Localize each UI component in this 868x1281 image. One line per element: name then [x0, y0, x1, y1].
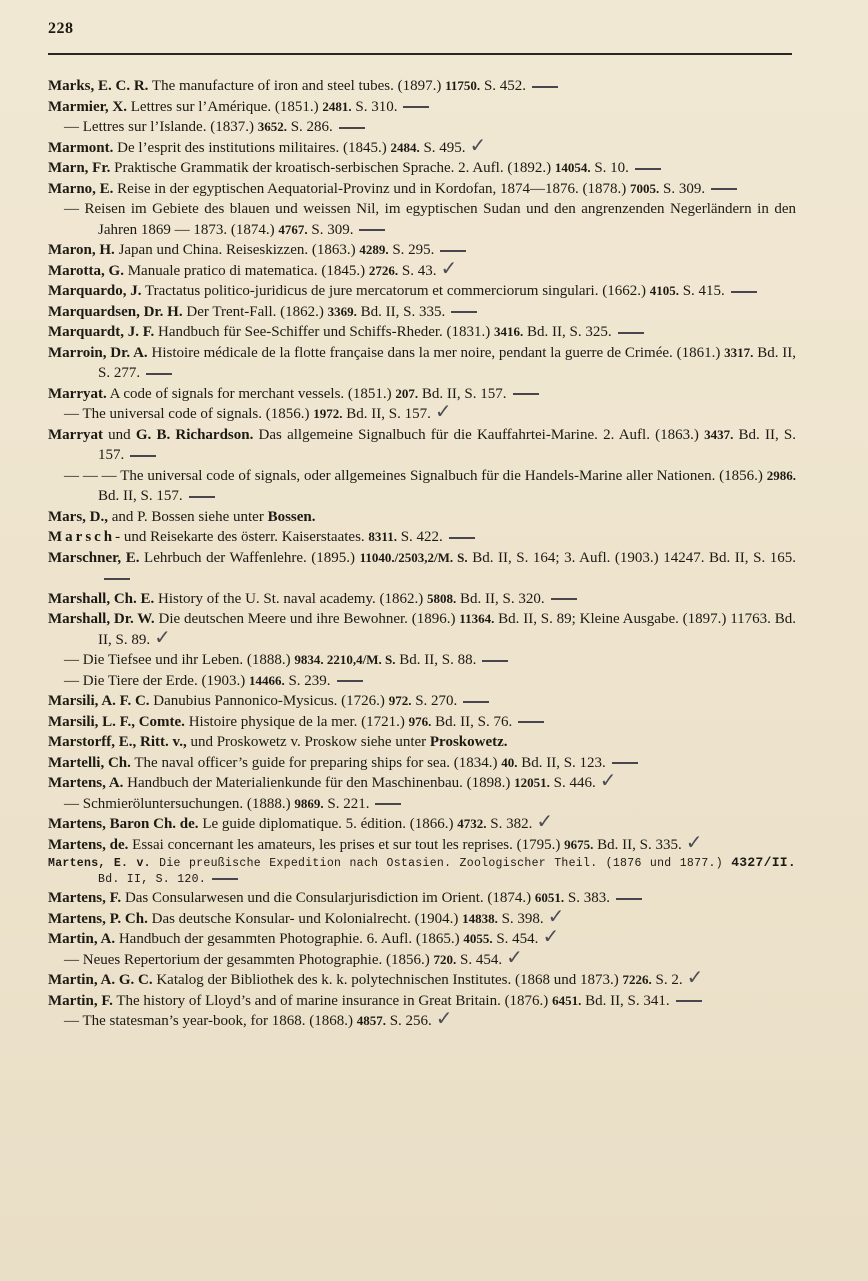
entry-location: S. 382.: [486, 816, 533, 832]
entry-text: Le guide diplomatique. 5. édition. (1866.): [198, 816, 458, 832]
entry-author: Marmier, X.: [48, 98, 127, 115]
catalog-entry: [48, 132, 796, 159]
entry-call-number: 9834. 2210,4/M. S.: [294, 652, 396, 667]
pencil-check-icon: ✓: [686, 965, 704, 989]
entry-location: S. 309.: [659, 180, 706, 197]
entry-author: Mars, D.,: [48, 508, 108, 525]
entry-text: Danubius Pannonico-Mysicus. (1726.): [149, 693, 389, 709]
entry-text: Reisen im Gebiete des blauen und weissen Nil, im egyptischen Sudan und den angrenzenden Negerländern in den Jahren 1869 — 1873. (1874.): [79, 201, 796, 238]
catalog-entry: [48, 829, 796, 856]
pencil-dash-icon: [463, 701, 489, 703]
entry-location: S. 270.: [411, 693, 458, 709]
entry-call-number: 11750.: [445, 78, 481, 93]
entry-lead-dash: —: [64, 795, 79, 812]
catalog-entry: [48, 888, 796, 909]
entry-author-secondary: Proskowetz.: [429, 734, 508, 750]
entry-author: Marshall, Ch. E.: [48, 590, 155, 607]
entry-location: Bd. II, S. 320.: [456, 590, 545, 607]
entry-author: Martens, E. v.: [48, 857, 151, 870]
entry-call-number: 9869.: [294, 795, 324, 811]
entry-location: Bd. II, S. 89; Kleine Ausgabe. (1897.) 11763. Bd. II, S. 89.: [98, 611, 796, 648]
catalog-entry: [48, 255, 796, 282]
entry-lead-dash: —: [64, 672, 79, 689]
entry-author: Marsili, A. F. C.: [48, 693, 150, 709]
entry-author: Marno, E.: [48, 180, 114, 197]
entry-author: Marstorff, E., Ritt. v.,: [48, 734, 187, 750]
pencil-dash-icon: [440, 250, 466, 252]
pencil-check-icon: ✓: [469, 132, 487, 157]
entry-call-number: 2726.: [368, 262, 399, 278]
entry-author: Marsili, L. F., Comte.: [48, 713, 185, 730]
catalog-entry: [48, 384, 796, 405]
entry-author: Marquardo, J.: [48, 283, 142, 299]
entry-text: und Proskowetz v. Proskow siehe unter: [186, 734, 430, 750]
entry-text: Histoire médicale de la flotte française dans la mer noire, pendant la guerre de Crimée. (1861.): [147, 344, 725, 361]
entry-text: Neues Repertorium der gesammten Photographie. (1856.): [79, 951, 434, 968]
entry-text: Histoire physique de la mer. (1721.): [184, 713, 409, 730]
entry-text: Die deutschen Meere und ihre Bewohner. (1896.): [154, 611, 460, 627]
catalog-entry: [48, 732, 796, 753]
entry-text: De l’esprit des institutions militaires. (1845.): [113, 139, 391, 156]
entry-author: Marschner, E.: [48, 549, 140, 566]
catalog-entry: [48, 768, 796, 794]
entry-author: Marks, E. C. R.: [48, 78, 149, 94]
entry-call-number: 6051.: [534, 890, 565, 905]
entry-author: Marotta, G.: [48, 262, 124, 279]
pencil-check-icon: ✓: [154, 624, 171, 649]
entry-author: Martelli, Ch.: [48, 754, 131, 771]
entry-location: S. 221.: [323, 795, 370, 812]
entry-call-number: 14466.: [248, 672, 285, 688]
entry-lead-dash: —: [64, 406, 79, 422]
entry-author: Martens, F.: [48, 890, 122, 906]
entry-call-number: 1972.: [313, 406, 343, 421]
entry-location: Bd. II, S. 157.: [98, 488, 183, 504]
entry-author-spaced: Marsch: [48, 529, 116, 545]
catalog-entry: [48, 302, 796, 323]
entry-location: S. 10.: [590, 160, 629, 176]
entry-text: Schmieröluntersuchungen. (1888.): [79, 795, 295, 812]
entry-call-number: 12051.: [514, 775, 550, 790]
pencil-check-icon: ✓: [434, 399, 452, 423]
entry-text: Essai concernant les amateurs, les prises et sur tout les reprises. (1795.): [128, 836, 565, 853]
entry-author-secondary: Bossen.: [267, 508, 316, 525]
entry-text: Die Tiere der Erde. (1903.): [79, 672, 249, 689]
entry-author: Marryat: [48, 426, 103, 443]
entry-author: Martens, P. Ch.: [48, 910, 148, 927]
entry-location: S. 454.: [492, 931, 539, 947]
entry-text-secondary: Das allgemeine Signalbuch für die Kauffahrtei-Marine. 2. Aufl. (1863.): [253, 426, 705, 443]
entry-location: S. 286.: [286, 119, 333, 135]
pencil-dash-icon: [359, 229, 385, 231]
catalog-entry: [48, 809, 796, 835]
entry-author: Marryat.: [48, 385, 107, 402]
entry-call-number: 3652.: [257, 119, 287, 134]
entry-text: The history of Lloyd’s and of marine insurance in Great Britain. (1876.): [112, 992, 553, 1009]
entry-call-number: 3437.: [704, 426, 734, 442]
catalog-entry: [48, 240, 796, 261]
entry-text: and P. Bossen siehe unter: [108, 508, 268, 525]
entry-text: Reise in der egyptischen Aequatorial-Provinz und in Kordofan, 1874—1876. (1878.): [113, 180, 630, 197]
entry-text: Handbuch der Materialienkunde für den Maschinenbau. (1898.): [123, 775, 515, 791]
entry-author: Marquardsen, Dr. H.: [48, 303, 183, 320]
entry-location: S. 495.: [419, 139, 466, 156]
pencil-check-icon: ✓: [506, 944, 523, 969]
entry-lead-dash: —: [64, 119, 79, 135]
entry-call-number: 2986.: [766, 467, 796, 483]
entry-location: Bd. II, S. 164; 3. Aufl. (1903.) 14247. Bd. II, S. 165.: [467, 549, 796, 566]
entry-call-number: 207.: [395, 385, 419, 401]
pencil-dash-icon: [532, 86, 558, 88]
entry-text: The naval officer’s guide for preparing ships for sea. (1834.): [130, 754, 502, 771]
pencil-dash-icon: [618, 332, 644, 334]
entry-text: Katalog der Bibliothek des k. k. polytechnischen Institutes. (1868 und 1873.): [152, 972, 623, 988]
entry-call-number: 976.: [408, 713, 432, 729]
entry-location: S. 452.: [480, 78, 527, 94]
pencil-dash-icon: [449, 537, 475, 539]
pencil-check-icon: ✓: [435, 1006, 453, 1030]
entry-text: - und Reisekarte des österr. Kaiserstaates.: [115, 529, 369, 545]
catalog-entry: [48, 991, 796, 1012]
catalog-entry: [48, 507, 796, 528]
entry-call-number: 5808.: [426, 590, 457, 606]
entry-location: S. 295.: [388, 242, 435, 258]
entry-author: Marroin, Dr. A.: [48, 344, 148, 361]
entry-author: Martin, F.: [48, 992, 113, 1009]
pencil-dash-icon: [711, 188, 737, 190]
entry-lead-dash: —: [64, 201, 79, 217]
catalog-entry: [48, 199, 796, 240]
entry-author: Marquardt, J. F.: [48, 324, 155, 340]
catalog-entry: [48, 944, 796, 971]
entry-lead-dash: —: [64, 652, 79, 668]
entry-author: Martens, A.: [48, 775, 124, 791]
entry-text: The manufacture of iron and steel tubes. (1897.): [148, 78, 446, 94]
entry-call-number: 11040./2503,2/M. S.: [359, 549, 468, 565]
entry-call-number: 11364.: [459, 611, 495, 626]
entry-call-number: 4732.: [457, 816, 487, 831]
catalog-entry: [48, 399, 796, 425]
entry-text: und: [102, 426, 136, 443]
entry-location: Bd. II, S. 277.: [98, 344, 796, 381]
entry-call-number: 7226.: [622, 972, 652, 987]
pencil-check-icon: ✓: [440, 255, 458, 280]
pencil-dash-icon: [451, 311, 477, 313]
entry-text: The statesman’s year-book, for 1868. (1868.): [79, 1013, 357, 1029]
catalog-entry: [48, 671, 796, 692]
catalog-entry: [48, 343, 796, 384]
entry-location: S. 415.: [678, 283, 725, 299]
entry-call-number: 2484.: [390, 139, 420, 155]
pencil-dash-icon: [339, 127, 365, 129]
entry-text: Lettres sur l’Amérique. (1851.): [127, 98, 323, 115]
entry-text: The universal code of signals. (1856.): [79, 406, 314, 422]
catalog-entry: [48, 712, 796, 733]
catalog-entry: [48, 903, 796, 930]
entry-location: S. 310.: [351, 98, 398, 115]
entry-location: Bd. II, S. 123.: [517, 754, 606, 771]
catalog-entry: [48, 965, 796, 991]
entry-call-number: 14054.: [554, 160, 591, 175]
entry-author: Marmont.: [48, 139, 114, 156]
catalog-entry: [48, 527, 796, 548]
entry-location: S. 422.: [396, 529, 443, 545]
entry-call-number: 3369.: [327, 303, 357, 319]
entry-location: S. 446.: [549, 775, 596, 791]
pencil-dash-icon: [482, 660, 508, 662]
entry-location: Bd. II, S. 157.: [342, 406, 431, 422]
entry-location: S. 239.: [284, 672, 331, 689]
catalog-entry: [48, 1006, 796, 1032]
pencil-dash-icon: [518, 721, 544, 723]
header-rule: [48, 53, 792, 55]
entry-text: Praktische Grammatik der kroatisch-serbischen Sprache. 2. Aufl. (1892.): [110, 160, 555, 176]
page-number: 228: [48, 20, 74, 37]
entry-call-number: 40.: [501, 754, 518, 770]
catalog-entry: [48, 97, 796, 118]
entry-call-number: 2481.: [322, 98, 352, 114]
entry-call-number: 4289.: [359, 242, 389, 257]
entry-lead-dash: —: [64, 951, 79, 968]
entry-location: Bd. II, S. 157.: [98, 426, 797, 463]
catalog-entry: [48, 794, 796, 815]
catalog-entry: [48, 924, 796, 950]
entry-location: Bd. II, S. 120.: [98, 873, 207, 886]
entry-location: S. 256.: [385, 1013, 432, 1029]
catalog-entry: [48, 589, 796, 610]
entry-author-secondary: G. B. Richardson.: [135, 426, 254, 443]
entry-author: Maron, H.: [48, 242, 115, 258]
pencil-dash-icon: [731, 291, 757, 293]
catalog-entry: [48, 76, 796, 97]
catalog-entries: [48, 76, 796, 1032]
entry-text: Der Trent-Fall. (1862.): [182, 303, 328, 320]
entry-author: Martin, A.: [48, 931, 116, 947]
pencil-dash-icon: [513, 393, 539, 395]
entry-text: Handbuch für See-Schiffer und Schiffs-Rheder. (1831.): [154, 324, 495, 340]
catalog-entry: [48, 548, 796, 589]
pencil-dash-icon: [212, 878, 238, 880]
pencil-dash-icon: [130, 455, 156, 457]
entry-text: Handbuch der gesammten Photographie. 6. Aufl. (1865.): [115, 931, 464, 947]
catalog-entry: [48, 609, 796, 650]
pencil-dash-icon: [616, 898, 642, 900]
pencil-dash-icon: [104, 578, 130, 580]
entry-call-number: 4105.: [649, 283, 679, 298]
entry-location: S. 454.: [456, 951, 503, 968]
pencil-dash-icon: [551, 598, 577, 600]
entry-text: Lehrbuch der Waffenlehre. (1895.): [139, 549, 360, 566]
entry-call-number: 8311.: [368, 529, 397, 544]
entry-location: Bd. II, S. 335.: [356, 303, 446, 320]
entry-location: S. 2.: [651, 972, 683, 988]
entry-location: Bd. II, S. 325.: [523, 324, 612, 340]
pencil-dash-icon: [635, 168, 661, 170]
entry-text: Die preußische Expedition nach Ostasien. Zoologischer Theil. (1876 und 1877.): [150, 857, 732, 870]
catalog-entry: [48, 158, 796, 179]
catalog-entry: [48, 753, 796, 774]
pencil-dash-icon: [189, 496, 215, 498]
entry-text: Japan und China. Reiseskizzen. (1863.): [114, 242, 360, 258]
entry-call-number: 4857.: [356, 1013, 386, 1028]
entry-location: Bd. II, S. 335.: [593, 836, 682, 853]
entry-text: Manuale pratico di matematica. (1845.): [123, 262, 369, 279]
entry-text: Die Tiefsee und ihr Leben. (1888.): [79, 652, 295, 668]
entry-call-number: 4767.: [278, 221, 308, 237]
entry-location: S. 309.: [307, 221, 354, 238]
entry-text: Das Consularwesen und die Consularjurisdiction im Orient. (1874.): [121, 890, 535, 906]
entry-location: Bd. II, S. 341.: [581, 992, 670, 1009]
pencil-check-icon: ✓: [599, 768, 617, 792]
entry-call-number: 972.: [388, 693, 412, 708]
entry-author: Martens, de.: [48, 836, 129, 853]
entry-text: Das deutsche Konsular- und Kolonialrecht. (1904.): [147, 910, 463, 927]
catalog-entry: [48, 179, 796, 200]
pencil-dash-icon: [612, 762, 638, 764]
entry-call-number: 14838.: [462, 910, 498, 926]
entry-text: History of the U. St. naval academy. (1862.): [154, 590, 427, 607]
catalog-entry: [48, 117, 796, 138]
entry-text: Lettres sur l’Islande. (1837.): [79, 119, 258, 135]
entry-lead-dash: —: [64, 1013, 79, 1029]
entry-location: S. 383.: [564, 890, 610, 906]
entry-call-number: 4055.: [463, 931, 493, 946]
pencil-dash-icon: [146, 373, 172, 375]
pencil-check-icon: ✓: [685, 829, 703, 854]
catalog-entry: [48, 281, 796, 302]
entry-call-number: 3317.: [724, 344, 754, 360]
entry-location: Bd. II, S. 157.: [418, 385, 507, 402]
entry-call-number: 9675.: [564, 836, 594, 852]
pencil-check-icon: ✓: [536, 809, 554, 833]
pencil-dash-icon: [676, 1000, 702, 1002]
catalog-entry: [48, 855, 796, 888]
entry-author: Martens, Baron Ch. de.: [48, 816, 199, 832]
entry-lead-dash: — — —: [64, 467, 117, 484]
pencil-dash-icon: [403, 106, 429, 108]
catalog-entry: [48, 322, 796, 343]
pencil-check-icon: ✓: [547, 903, 565, 928]
entry-location: S. 398.: [497, 910, 544, 927]
pencil-dash-icon: [375, 803, 401, 805]
entry-author: Martin, A. G. C.: [48, 972, 153, 988]
catalog-entry: [48, 691, 796, 712]
entry-call-number: 3416.: [494, 324, 524, 339]
pencil-dash-icon: [337, 680, 363, 682]
entry-call-number: 720.: [433, 951, 457, 967]
catalog-entry: [48, 425, 796, 466]
entry-author: Marshall, Dr. W.: [48, 611, 155, 627]
entry-location: Bd. II, S. 76.: [431, 713, 513, 730]
entry-author: Marn, Fr.: [48, 160, 111, 176]
entry-text: Tractatus politico-juridicus de jure mercatorum et commerciorum singulari. (1662.): [141, 283, 650, 299]
entry-call-number: 7005.: [629, 180, 660, 196]
catalog-entry: [48, 650, 796, 671]
entry-text: The universal code of signals, oder allgemeines Signalbuch für die Handels-Marine aller Nationen. (1856.): [116, 467, 767, 484]
catalog-entry: [48, 466, 796, 507]
entry-text: A code of signals for merchant vessels. (1851.): [106, 385, 396, 402]
entry-location: Bd. II, S. 88.: [395, 652, 477, 668]
entry-call-number: 6451.: [552, 992, 582, 1008]
pencil-check-icon: ✓: [542, 924, 560, 948]
entry-location: S. 43.: [398, 262, 437, 279]
entry-call-number: 4327/II.: [731, 855, 796, 870]
